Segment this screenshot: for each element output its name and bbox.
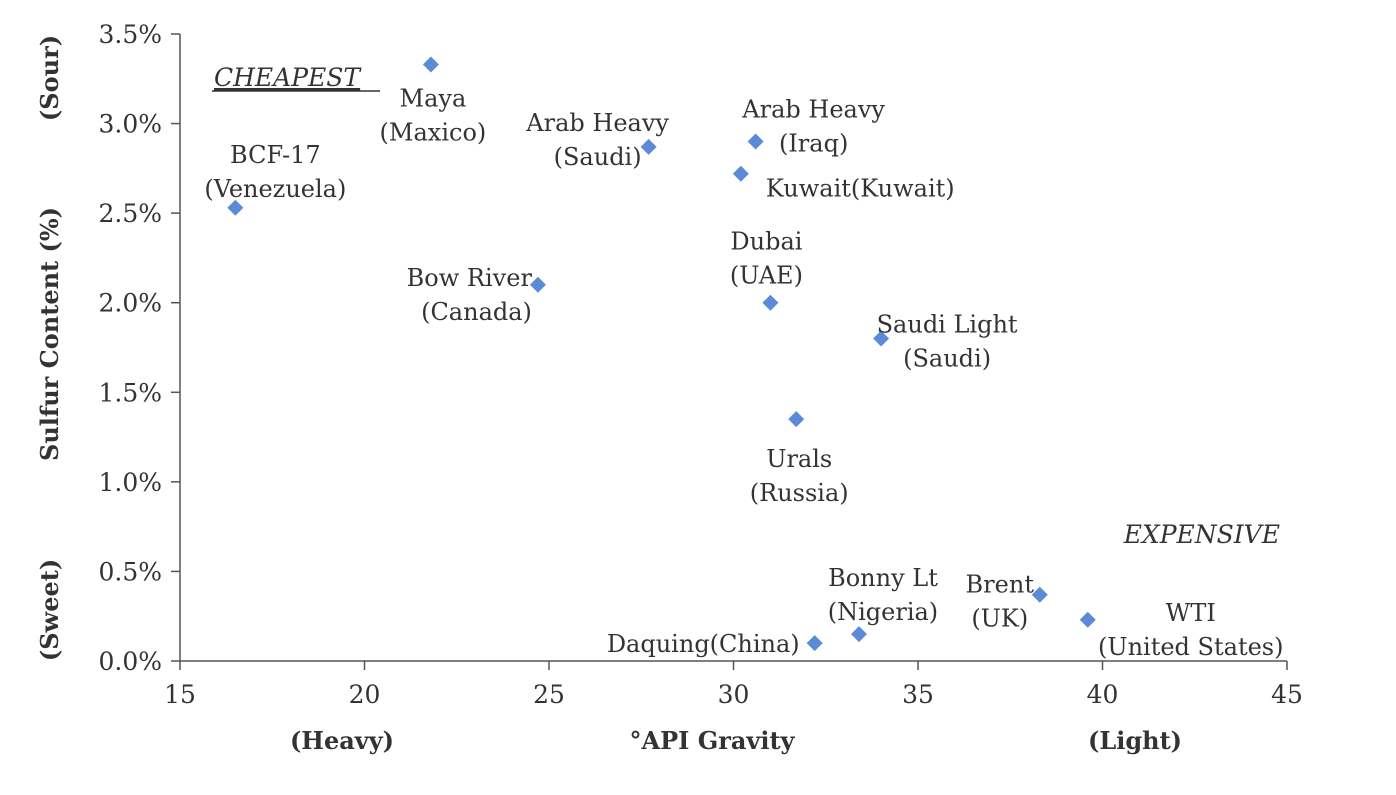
data-point-label: (Canada) <box>421 297 532 326</box>
data-point-label: Bonny Lt <box>828 564 938 593</box>
data-point-marker <box>762 295 778 311</box>
data-point-label: Maya <box>399 84 467 113</box>
y-tick-label: 0.5% <box>98 557 162 587</box>
data-point-marker <box>851 626 867 642</box>
y-tick-label: 3.5% <box>98 20 162 49</box>
data-point-marker <box>530 277 546 293</box>
x-tick-label: 40 <box>1086 680 1119 709</box>
data-point-label: (United States) <box>1097 632 1284 661</box>
y-tick-label: 0.0% <box>98 647 162 676</box>
data-point-label: Kuwait(Kuwait) <box>765 174 955 203</box>
x-side-label-right: (Light) <box>1087 726 1183 755</box>
annotation-expensive: EXPENSIVE <box>1123 520 1280 549</box>
y-tick-label: 1.0% <box>98 467 162 497</box>
x-tick-label: 45 <box>1271 680 1303 709</box>
data-point-marker <box>733 166 749 182</box>
x-tick-label: 25 <box>533 680 565 709</box>
annotations <box>212 63 1280 549</box>
x-tick-label: 20 <box>348 680 381 709</box>
y-tick-label: 2.0% <box>98 288 162 318</box>
data-point-marker <box>423 56 439 72</box>
data-point-marker <box>748 133 764 149</box>
y-side-label-bottom: (Sweet) <box>35 558 64 662</box>
tick-labels <box>98 20 1302 709</box>
data-point-label: Urals <box>766 445 833 474</box>
y-side-label-top: (Sour) <box>35 34 64 122</box>
data-point-marker <box>641 139 657 155</box>
data-point-label: (Nigeria) <box>827 598 939 627</box>
data-point-label: Dubai <box>730 227 803 256</box>
data-point-label: (Iraq) <box>778 129 849 158</box>
data-point-label: (Russia) <box>749 479 849 508</box>
data-point-label: (UK) <box>971 604 1029 633</box>
y-tick-label: 2.5% <box>98 199 162 229</box>
data-point-label: Arab Heavy <box>526 108 669 137</box>
data-point-label: Brent <box>965 570 1034 599</box>
data-point-marker <box>788 411 804 427</box>
data-point-label: Arab Heavy <box>742 95 885 124</box>
data-point-label: Saudi Light <box>876 310 1018 339</box>
y-tick-label: 3.0% <box>98 109 162 139</box>
y-axis-title: Sulfur Content (%) <box>35 207 64 461</box>
data-point-label: Daquing(China) <box>606 630 800 659</box>
x-tick-label: 35 <box>902 680 934 709</box>
data-point-label: BCF-17 <box>230 140 321 169</box>
y-tick-label: 1.5% <box>98 378 162 408</box>
data-point-marker <box>1032 587 1048 603</box>
data-point-label: (UAE) <box>729 261 803 290</box>
annotation-cheapest: CHEAPEST <box>214 63 361 92</box>
x-tick-label: 15 <box>164 680 196 709</box>
data-point-marker <box>1080 612 1096 628</box>
data-point-label: (Maxico) <box>379 118 487 147</box>
x-axis-title: °API Gravity <box>629 726 795 755</box>
data-point-label: (Venezuela) <box>204 174 347 203</box>
data-point-label: WTI <box>1165 598 1216 627</box>
x-side-label-left: (Heavy) <box>289 726 395 755</box>
data-point-marker <box>807 635 823 651</box>
axes <box>171 34 1287 670</box>
data-point-label: (Saudi) <box>903 344 992 373</box>
data-point-label: Bow River <box>406 263 532 292</box>
x-tick-label: 30 <box>717 680 750 709</box>
data-point-label: (Saudi) <box>553 142 642 171</box>
